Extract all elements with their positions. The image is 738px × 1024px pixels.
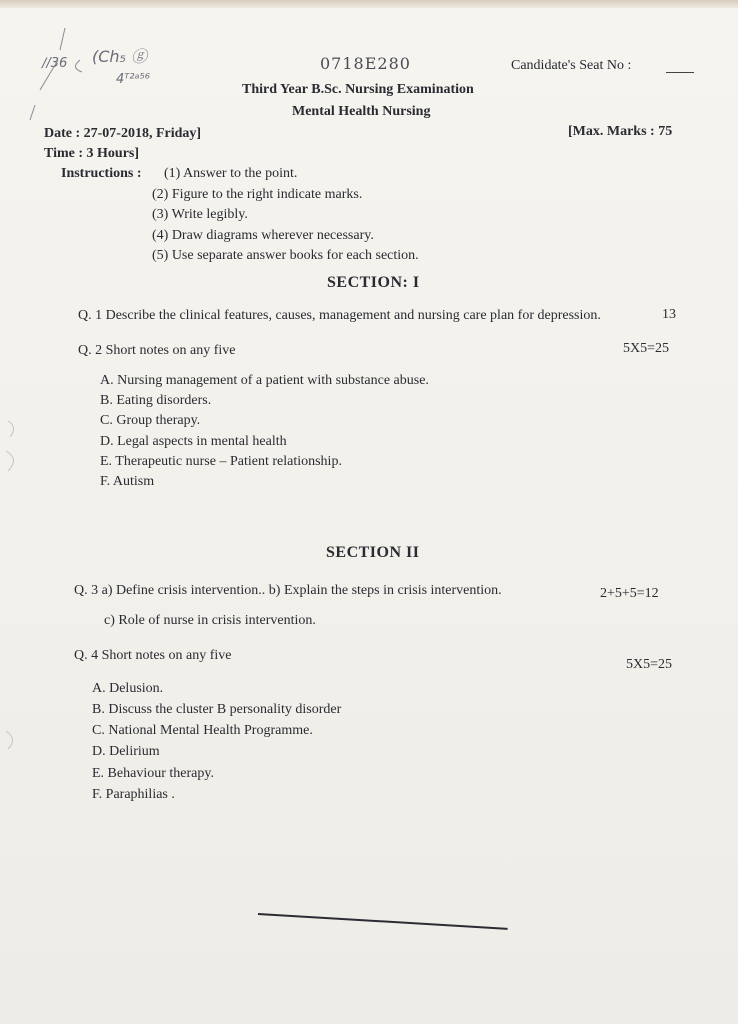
question-4-marks: 5X5=25 [626,657,673,672]
instruction-item: (4) Draw diagrams wherever necessary. [152,228,374,243]
question-4-item: F. Paraphilias . [92,787,175,802]
max-marks: [Max. Marks : 75 [568,124,673,139]
exam-date: Date : 27-07-2018, Friday] [44,126,202,141]
question-2-item: F. Autism [100,474,155,489]
paper-top-edge [0,0,738,8]
seat-number-label: Candidate's Seat No : [511,58,632,73]
margin-mark-icon [0,725,30,755]
exam-title: Third Year B.Sc. Nursing Examination [242,82,474,97]
question-4-item: C. National Mental Health Programme. [92,723,313,738]
instruction-item: (2) Figure to the right indicate marks. [152,187,363,202]
instruction-item: (5) Use separate answer books for each section. [152,248,419,263]
subject-title: Mental Health Nursing [292,104,431,119]
question-3-marks: 2+5+5=12 [600,586,659,601]
question-4-item: B. Discuss the cluster B personality disorder [92,702,342,717]
question-2: Q. 2 Short notes on any five [78,343,236,358]
instruction-item: (1) Answer to the point. [164,166,298,181]
question-1: Q. 1 Describe the clinical features, causes, management and nursing care plan for depression. [78,308,601,323]
question-4-item: A. Delusion. [92,681,164,696]
question-2-item: B. Eating disorders. [100,393,212,408]
question-2-item: A. Nursing management of a patient with substance abuse. [100,373,429,388]
instruction-item: (3) Write legibly. [152,207,248,222]
seat-number-blank [666,72,694,73]
question-4: Q. 4 Short notes on any five [74,648,232,663]
question-2-item: E. Therapeutic nurse – Patient relationship. [100,454,342,469]
end-of-paper-line [258,913,508,930]
question-3: Q. 3 a) Define crisis intervention.. b) Explain the steps in crisis intervention. [74,583,502,598]
exam-time: Time : 3 Hours] [44,146,140,161]
question-2-item: C. Group therapy. [100,413,201,428]
handwritten-note-2: (Ch₅ ⓖ [92,47,148,66]
question-4-item: E. Behaviour therapy. [92,766,214,781]
section-2-title: SECTION II [326,544,420,561]
question-3-part-c: c) Role of nurse in crisis intervention. [104,613,316,628]
section-1-title: SECTION: I [327,274,420,291]
question-2-item: D. Legal aspects in mental health [100,434,287,449]
question-1-marks: 13 [662,307,676,322]
paper-code: 0718E280 [320,54,411,73]
question-2-marks: 5X5=25 [623,341,670,356]
handwritten-note-1: ∕/36 [42,56,68,71]
handwritten-note-3: 4ᵀ²ᵃ⁵⁶ [116,72,150,87]
handwritten-scribble-icon [10,20,90,130]
question-4-item: D. Delirium [92,744,160,759]
instructions-label: Instructions : [61,166,142,181]
margin-mark-icon [0,415,30,475]
